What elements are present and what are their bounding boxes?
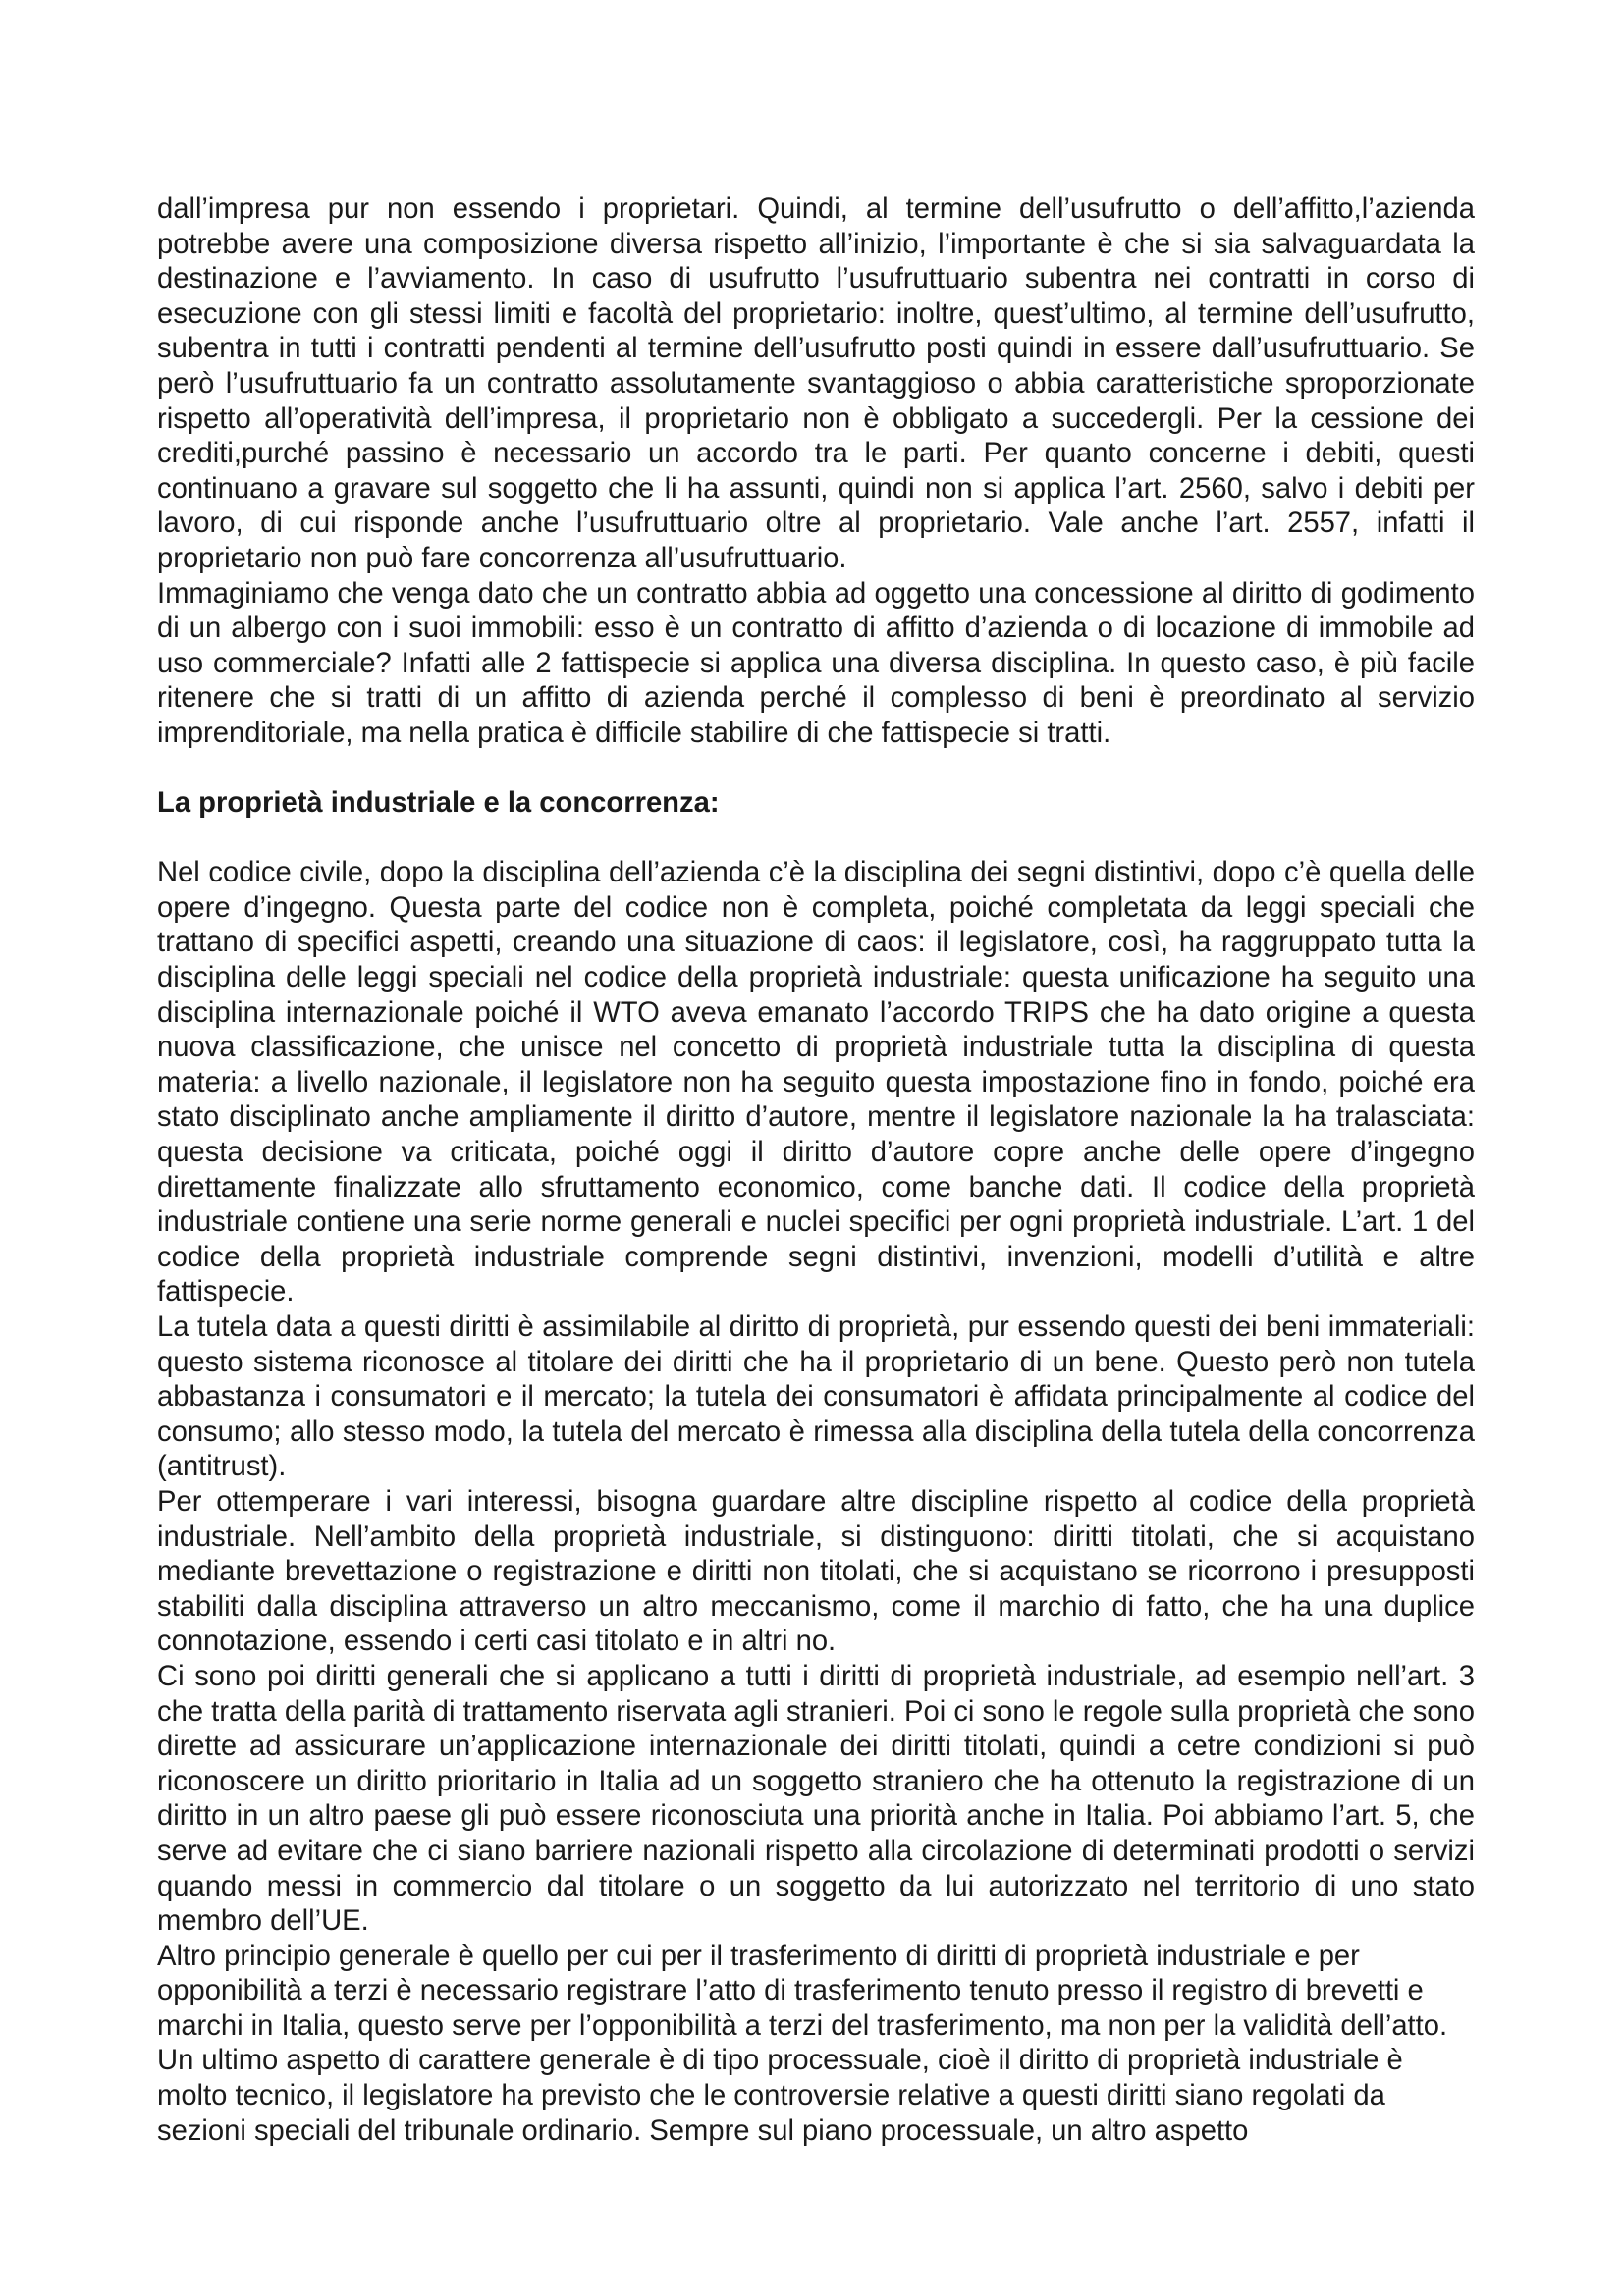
paragraph-codice-civile: Nel codice civile, dopo la disciplina dell’azienda c’è la disciplina dei segni distintivi, dopo c’è quella delle opere d’ingegno. Questa parte del codice non è completa, poiché completata da leggi speciali che trattano di specifici aspetti, creando una situazione di caos: il legislatore, così, ha raggruppato tutta la disciplina delle leggi speciali nel codice della proprietà industriale: questa unificazione ha seguito una disciplina internazionale poiché il WTO aveva emanato l’accordo TRIPS che ha dato origine a questa nuova classificazione, che unisce nel concetto di proprietà industriale tutta la disciplina di questa materia: a livello nazionale, il legislatore non ha seguito questa impostazione fino in fondo, poiché era stato disciplinato anche ampliamente il diritto d’autore, mentre il legislatore nazionale la ha tralasciata: questa decisione va criticata, poiché oggi il diritto d’autore copre anche delle opere d’ingegno direttamente finalizzate allo sfruttamento economico, come banche dati. Il codice della proprietà industriale contiene una serie norme generali e nuclei specifici per ogni proprietà industriale. L’art. 1 del codice della proprietà industriale comprende segni distintivi, invenzioni, modelli d’utilità e altre fattispecie. <box>157 857 1475 1308</box>
paragraph-diritti-generali: Ci sono poi diritti generali che si applicano a tutti i diritti di proprietà industriale, ad esempio nell’art. 3 che tratta della parità di trattamento riservata agli stranieri. Poi ci sono le regole sulla proprietà che sono dirette ad assicurare un’applicazione internazionale dei diritti titolati, quindi a cetre condizioni si può riconoscere un diritto prioritario in Italia ad un soggetto straniero che ha ottenuto la registrazione di un diritto in un altro paese gli può essere riconosciuta una priorità anche in Italia. Poi abbiamo l’art. 5, che serve ad evitare che ci siano barriere nazionali rispetto alla circolazione di determinati prodotti o servizi quando messi in commercio dal titolare o un soggetto da lui autorizzato nel territorio di uno stato membro dell’UE. <box>157 1660 1475 1938</box>
paragraph-tutela: La tutela data a questi diritti è assimilabile al diritto di proprietà, pur essendo questi dei beni immateriali: questo sistema riconosce al titolare dei diritti che ha il proprietario di un bene. Questo però non tutela abbastanza i consumatori e il mercato; la tutela dei consumatori è affidata principalmente al codice del consumo; allo stesso modo, la tutela del mercato è rimessa alla disciplina della tutela della concorrenza (antitrust). <box>157 1311 1475 1483</box>
section-heading: La proprietà industriale e la concorrenza: <box>157 787 720 820</box>
paragraph-albergo: Immaginiamo che venga dato che un contratto abbia ad oggetto una concessione al diritto di godimento di un albergo con i suoi immobili: esso è un contratto di affitto d’azienda o di locazione di immobile ad uso commerciale? Infatti alle 2 fattispecie si applica una diversa disciplina. In questo caso, è più facile ritenere che si tratti di un affitto di azienda perché il complesso di beni è preordinato al servizio imprenditoriale, ma nella pratica è difficile stabilire di che fattispecie si tratti. <box>157 577 1475 749</box>
document-page <box>157 192 1475 2149</box>
paragraph-usufrutto: dall’impresa pur non essendo i proprietari. Quindi, al termine dell’usufrutto o dell’affitto,l’azienda potrebbe avere una composizione diversa rispetto all’inizio, l’importante è che si sia salvaguardata la destinazione e l’avviamento. In caso di usufrutto l’usufruttuario subentra nei contratti in corso di esecuzione con gli stessi limiti e facoltà del proprietario: inoltre, quest’ultimo, al termine dell’usufrutto, subentra in tutti i contratti pendenti al termine dell’usufrutto posti quindi in essere dall’usufruttuario. Se però l’usufruttuario fa un contratto assolutamente svantaggioso o abbia caratteristiche sproporzionate rispetto all’operatività dell’impresa, il proprietario non è obbligato a succedergli. Per la cessione dei crediti,purché passino è necessario un accordo tra le parti. Per quanto concerne i debiti, questi continuano a gravare sul soggetto che li ha assunti, quindi non si applica l’art. 2560, salvo i debiti per lavoro, di cui risponde anche l’usufruttuario oltre al proprietario. Vale anche l’art. 2557, infatti il proprietario non può fare concorrenza all’usufruttuario. <box>157 193 1475 574</box>
paragraph-interessi: Per ottemperare i vari interessi, bisogna guardare altre discipline rispetto al codice della proprietà industriale. Nell’ambito della proprietà industriale, si distinguono: diritti titolati, che si acquistano mediante brevettazione o registrazione e diritti non titolati, che si acquistano se ricorrono i presupposti stabiliti dalla disciplina attraverso un altro meccanismo, come il marchio di fatto, che ha una duplice connotazione, essendo i certi casi titolato e in altri no. <box>157 1485 1475 1658</box>
paragraph-principio-generale: Altro principio generale è quello per cui per il trasferimento di diritti di proprietà industriale e per opponibilità a terzi è necessario registrare l’atto di trasferimento tenuto presso il registro di brevetti e marchi in Italia, questo serve per l’opponibilità a terzi del trasferimento, ma non per la validità dell’atto. Un ultimo aspetto di carattere generale è di tipo processuale, cioè il diritto di proprietà industriale è molto tecnico, il legislatore ha previsto che le controversie relative a questi diritti siano regolati da sezioni speciali del tribunale ordinario. Sempre sul piano processuale, un altro aspetto <box>157 1940 1448 2147</box>
